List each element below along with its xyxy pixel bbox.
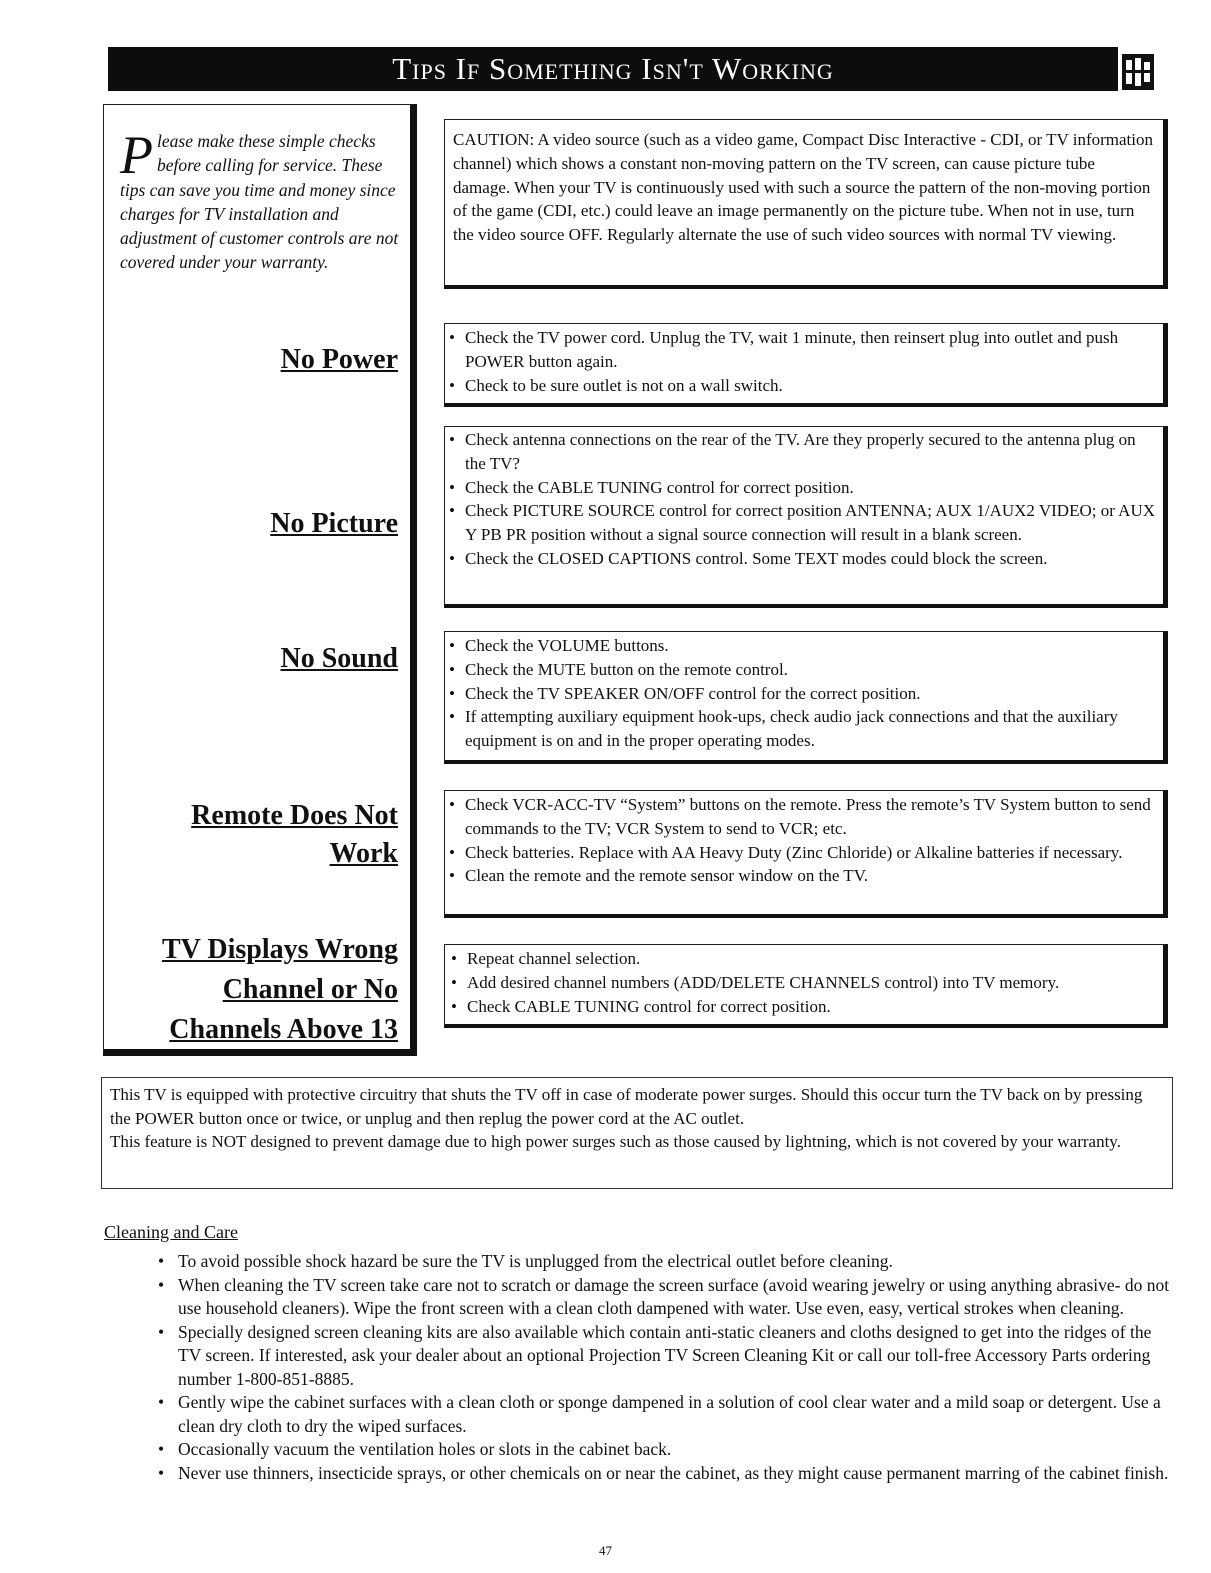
remote-box xyxy=(444,790,1168,918)
intro-dropcap: P xyxy=(120,125,153,185)
list-item: • To avoid possible shock hazard be sure the TV is unplugged from the electrical outlet before cleaning. xyxy=(178,1250,1174,1274)
heading-no-picture: No Picture xyxy=(270,508,398,539)
brand-logo-icon xyxy=(1122,54,1154,90)
heading-wrong-channel: TV Displays Wrong Channel or No Channels Above 13 xyxy=(161,934,398,1045)
surge-paragraph: This TV is equipped with protective circuitry that shuts the TV off in case of moderate power surges. Should this occur turn the TV back on by pressing the POWER button once or twice, or unplug and then replug the power cord at the AC outlet. xyxy=(110,1085,1143,1128)
list-item: • Specially designed screen cleaning kits are also available which contain anti-static cleaners and cloths designed to get into the ridges of the TV screen. If interested, ask your dealer about an optional Projection TV Screen Cleaning Kit or call our toll-free Accessory Parts ordering number 1-800-851-8885. xyxy=(178,1321,1174,1392)
list-item: • Check batteries. Replace with AA Heavy Duty (Zinc Chloride) or Alkaline batteries if necessary. xyxy=(447,841,1157,865)
heading-remote-does-not-work: Remote Does Not Work xyxy=(191,800,398,869)
list-item: • Check the CABLE TUNING control for correct position. xyxy=(447,476,1157,500)
page-title: Tips If Something Isn't Working xyxy=(392,51,834,86)
list-item: • Check the CLOSED CAPTIONS control. Some TEXT modes could block the screen. xyxy=(447,547,1157,571)
page-number: 47 xyxy=(599,1543,612,1558)
left-panel xyxy=(103,104,417,1056)
list-item: • Check CABLE TUNING control for correct position. xyxy=(449,995,1159,1019)
no-power-box xyxy=(444,323,1168,407)
no-picture-box xyxy=(444,426,1168,608)
list-item: • Clean the remote and the remote sensor window on the TV. xyxy=(447,864,1157,888)
heading-no-power: No Power xyxy=(280,344,398,375)
power-surge-box xyxy=(101,1077,1173,1189)
list-item: • Check antenna connections on the rear of the TV. Are they properly secured to the antenna plug on the TV? xyxy=(447,428,1157,476)
list-item: • Check VCR-ACC-TV “System” buttons on the remote. Press the remote’s TV System button to send commands to the TV; VCR System to send to VCR; etc. xyxy=(447,793,1157,841)
list-item: • Check to be sure outlet is not on a wall switch. xyxy=(447,374,1157,398)
list-item: • Gently wipe the cabinet surfaces with a clean cloth or sponge dampened in a solution of cool clear water and a mild soap or detergent. Use a clean dry cloth to dry the wiped surfaces. xyxy=(178,1391,1174,1438)
list-item: • Add desired channel numbers (ADD/DELETE CHANNELS control) into TV memory. xyxy=(449,971,1159,995)
caution-box xyxy=(444,119,1168,289)
cleaning-care-section xyxy=(104,1220,1174,1485)
intro-body: lease make these simple checks before calling for service. These tips can save you time and money since charges for TV installation and adjustment of customer controls are not covered under your warranty. xyxy=(120,131,399,273)
list-item: • Check the MUTE button on the remote control. xyxy=(447,658,1157,682)
surge-paragraph: This feature is NOT designed to prevent damage due to high power surges such as those caused by lightning, which is not covered by your warranty. xyxy=(110,1132,1121,1151)
caution-text: CAUTION: A video source (such as a video game, Compact Disc Interactive - CDI, or TV information channel) which shows a constant non-moving pattern on the TV screen, can cause picture tube damage. When your TV is continuously used with such a source the pattern of the non-moving portion of the game (CDI, etc.) could leave an image permanently on the picture tube. When not in use, turn the video source OFF. Regularly alternate the use of such video sources with normal TV viewing. xyxy=(453,130,1153,245)
heading-no-sound: No Sound xyxy=(280,643,398,674)
no-sound-box xyxy=(444,631,1168,764)
list-item: • Occasionally vacuum the ventilation holes or slots in the cabinet back. xyxy=(178,1438,1174,1462)
cleaning-care-title: Cleaning and Care xyxy=(104,1222,238,1242)
list-item: • Check the VOLUME buttons. xyxy=(447,634,1157,658)
intro-text xyxy=(120,125,400,275)
list-item: • Check the TV SPEAKER ON/OFF control for the correct position. xyxy=(447,682,1157,706)
list-item: • If attempting auxiliary equipment hook-ups, check audio jack connections and that the auxiliary equipment is on and in the proper operating modes. xyxy=(447,705,1157,753)
list-item: • When cleaning the TV screen take care not to scratch or damage the screen surface (avoid wearing jewelry or using anything abrasive- do not use household cleaners). Wipe the front screen with a clean cloth dampened with water. Use even, easy, vertical strokes when cleaning. xyxy=(178,1274,1174,1321)
list-item: • Never use thinners, insecticide sprays, or other chemicals on or near the cabinet, as they might cause permanent marring of the cabinet finish. xyxy=(178,1462,1174,1486)
page-banner xyxy=(108,47,1118,91)
wrong-channel-box xyxy=(444,944,1168,1028)
list-item: • Check the TV power cord. Unplug the TV, wait 1 minute, then reinsert plug into outlet and push POWER button again. xyxy=(447,326,1157,374)
list-item: • Repeat channel selection. xyxy=(449,947,1159,971)
list-item: • Check PICTURE SOURCE control for correct position ANTENNA; AUX 1/AUX2 VIDEO; or AUX Y PB PR position without a signal source connection will result in a blank screen. xyxy=(447,499,1157,547)
